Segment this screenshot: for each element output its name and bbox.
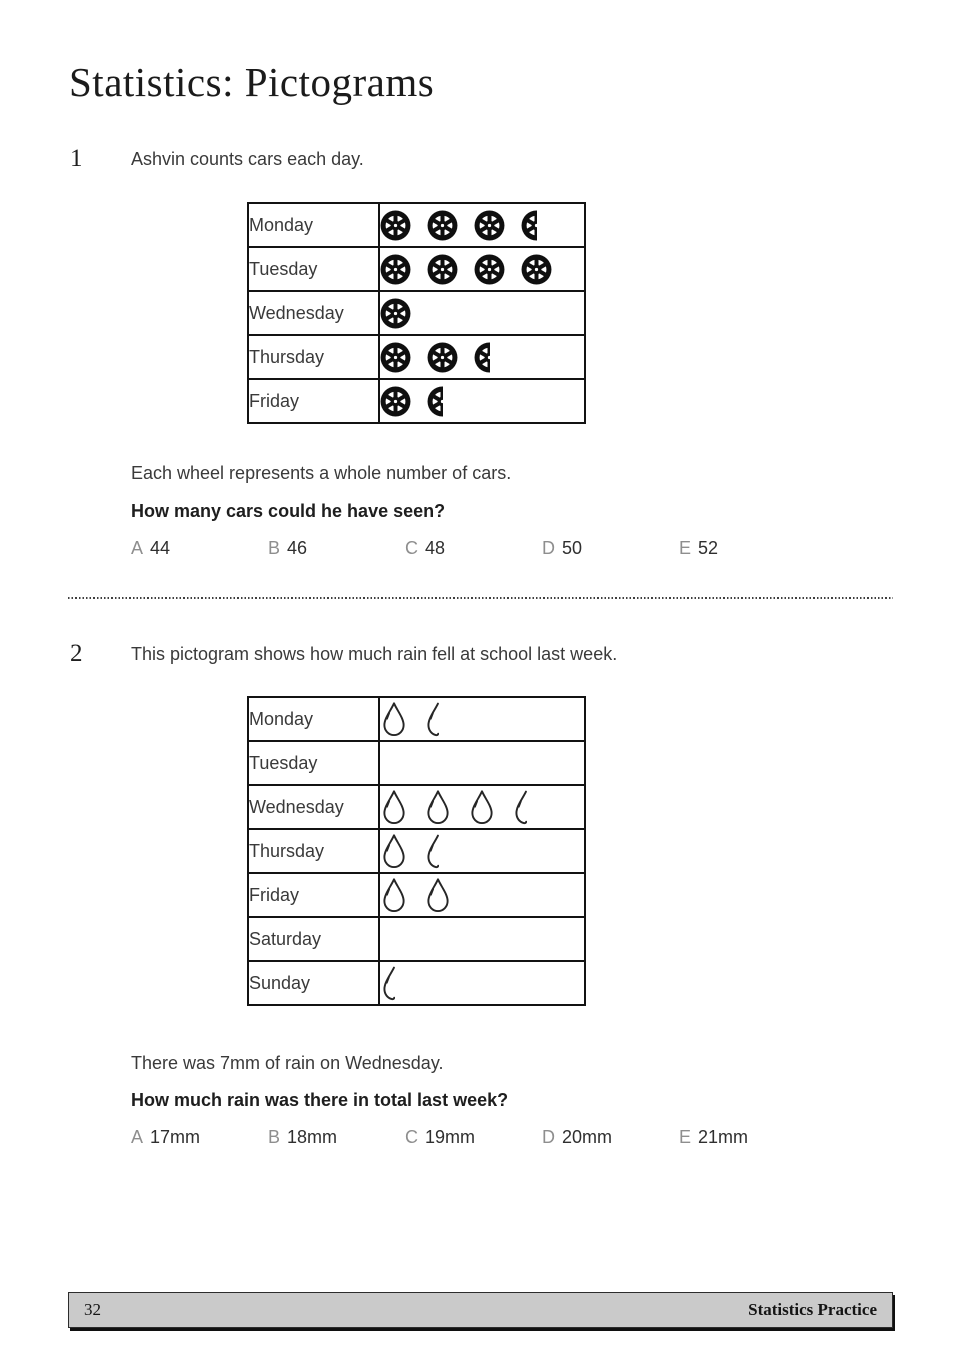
- wheel-icon: [427, 342, 458, 373]
- answer-option: [268, 1126, 405, 1148]
- icon-strip: [380, 701, 584, 738]
- wheel-icon: [427, 254, 458, 285]
- pictogram-row: [248, 379, 585, 423]
- day-label: Tuesday: [248, 741, 379, 785]
- icon-strip: [380, 877, 584, 914]
- option-letter: B: [268, 1127, 281, 1147]
- icon-strip: [380, 386, 584, 417]
- pictogram-key-note: Each wheel represents a whole number of cars.: [131, 463, 512, 483]
- question-number: 1: [70, 145, 83, 172]
- icon-cell: [379, 247, 585, 291]
- option-value: 18mm: [287, 1127, 338, 1147]
- answer-option: [131, 1126, 268, 1148]
- day-label: Saturday: [248, 917, 379, 961]
- answer-options-row: [131, 1126, 816, 1148]
- pictogram-row: [248, 291, 585, 335]
- question-intro: This pictogram shows how much rain fell at school last week.: [131, 644, 618, 664]
- icon-cell: [379, 873, 585, 917]
- wheel-icon: [380, 254, 411, 285]
- answer-option: [679, 1126, 816, 1148]
- icon-cell: [379, 203, 585, 247]
- cars-pictogram-table: [247, 202, 586, 424]
- half-raindrop-icon: [380, 965, 395, 1002]
- option-value: 52: [698, 538, 719, 558]
- option-value: 17mm: [150, 1127, 201, 1147]
- icon-strip: [380, 254, 584, 285]
- question-number: 2: [70, 640, 83, 667]
- pictogram-row: [248, 247, 585, 291]
- option-letter: D: [542, 1127, 555, 1147]
- wheel-icon: [380, 342, 411, 373]
- day-label: Thursday: [248, 335, 379, 379]
- icon-strip: [380, 342, 584, 373]
- wheel-icon: [380, 210, 411, 241]
- rain-pictogram-table: [247, 696, 586, 1006]
- option-letter: B: [268, 538, 281, 558]
- answer-option: [405, 1126, 542, 1148]
- footer-label: Statistics Practice: [748, 1300, 877, 1319]
- icon-cell: [379, 829, 585, 873]
- option-letter: E: [679, 1127, 692, 1147]
- day-label: Monday: [248, 697, 379, 741]
- icon-strip: [380, 965, 584, 1002]
- half-raindrop-icon: [512, 789, 527, 826]
- pictogram-row: [248, 741, 585, 785]
- raindrop-icon: [380, 877, 408, 914]
- answer-option: [405, 537, 542, 559]
- option-value: 44: [150, 538, 171, 558]
- answer-option: [542, 537, 679, 559]
- pictogram-row: [248, 873, 585, 917]
- option-value: 50: [562, 538, 583, 558]
- answer-option: [542, 1126, 679, 1148]
- option-value: 20mm: [562, 1127, 613, 1147]
- wheel-icon: [474, 210, 505, 241]
- answer-option: [131, 537, 268, 559]
- raindrop-icon: [468, 789, 496, 826]
- option-value: 46: [287, 538, 308, 558]
- wheel-icon: [474, 254, 505, 285]
- section-divider: [68, 597, 893, 599]
- footer-bar: [68, 1292, 893, 1328]
- option-value: 21mm: [698, 1127, 749, 1147]
- icon-cell: [379, 335, 585, 379]
- icon-cell: [379, 379, 585, 423]
- half-raindrop-icon: [424, 701, 439, 738]
- day-label: Tuesday: [248, 247, 379, 291]
- day-label: Monday: [248, 203, 379, 247]
- icon-cell: [379, 741, 585, 785]
- wheel-icon: [427, 210, 458, 241]
- half-wheel-icon: [521, 210, 537, 241]
- question-2-header: [70, 642, 617, 666]
- icon-cell: [379, 697, 585, 741]
- option-letter: C: [405, 538, 418, 558]
- answer-options-row: [131, 537, 816, 559]
- half-wheel-icon: [474, 342, 490, 373]
- icon-strip: [380, 833, 584, 870]
- icon-cell: [379, 291, 585, 335]
- raindrop-icon: [380, 833, 408, 870]
- question-prompt: How much rain was there in total last week?: [131, 1090, 509, 1110]
- option-letter: A: [131, 1127, 144, 1147]
- page-number: 32: [84, 1300, 101, 1319]
- icon-cell: [379, 785, 585, 829]
- day-label: Sunday: [248, 961, 379, 1005]
- half-raindrop-icon: [424, 833, 439, 870]
- day-label: Wednesday: [248, 785, 379, 829]
- question-prompt: How many cars could he have seen?: [131, 501, 446, 521]
- option-value: 48: [425, 538, 446, 558]
- pictogram-row: [248, 203, 585, 247]
- icon-strip: [380, 210, 584, 241]
- pictogram-row: [248, 335, 585, 379]
- day-label: Friday: [248, 873, 379, 917]
- wheel-icon: [521, 254, 552, 285]
- option-letter: E: [679, 538, 692, 558]
- raindrop-icon: [424, 789, 452, 826]
- answer-option: [679, 537, 816, 559]
- option-letter: A: [131, 538, 144, 558]
- icon-strip: [380, 789, 584, 826]
- option-letter: D: [542, 538, 555, 558]
- icon-cell: [379, 961, 585, 1005]
- page-title: Statistics: Pictograms: [69, 59, 435, 105]
- pictogram-row: [248, 917, 585, 961]
- option-letter: C: [405, 1127, 418, 1147]
- option-value: 19mm: [425, 1127, 476, 1147]
- pictogram-row: [248, 697, 585, 741]
- raindrop-icon: [380, 789, 408, 826]
- icon-strip: [380, 298, 584, 329]
- answer-option: [268, 537, 405, 559]
- day-label: Wednesday: [248, 291, 379, 335]
- question-intro: Ashvin counts cars each day.: [131, 149, 364, 169]
- wheel-icon: [380, 386, 411, 417]
- raindrop-icon: [380, 701, 408, 738]
- icon-cell: [379, 917, 585, 961]
- pictogram-row: [248, 829, 585, 873]
- pictogram-key-note: There was 7mm of rain on Wednesday.: [131, 1053, 444, 1073]
- raindrop-icon: [424, 877, 452, 914]
- wheel-icon: [380, 298, 411, 329]
- pictogram-row: [248, 961, 585, 1005]
- day-label: Thursday: [248, 829, 379, 873]
- day-label: Friday: [248, 379, 379, 423]
- pictogram-row: [248, 785, 585, 829]
- half-wheel-icon: [427, 386, 443, 417]
- question-1-header: [70, 147, 364, 171]
